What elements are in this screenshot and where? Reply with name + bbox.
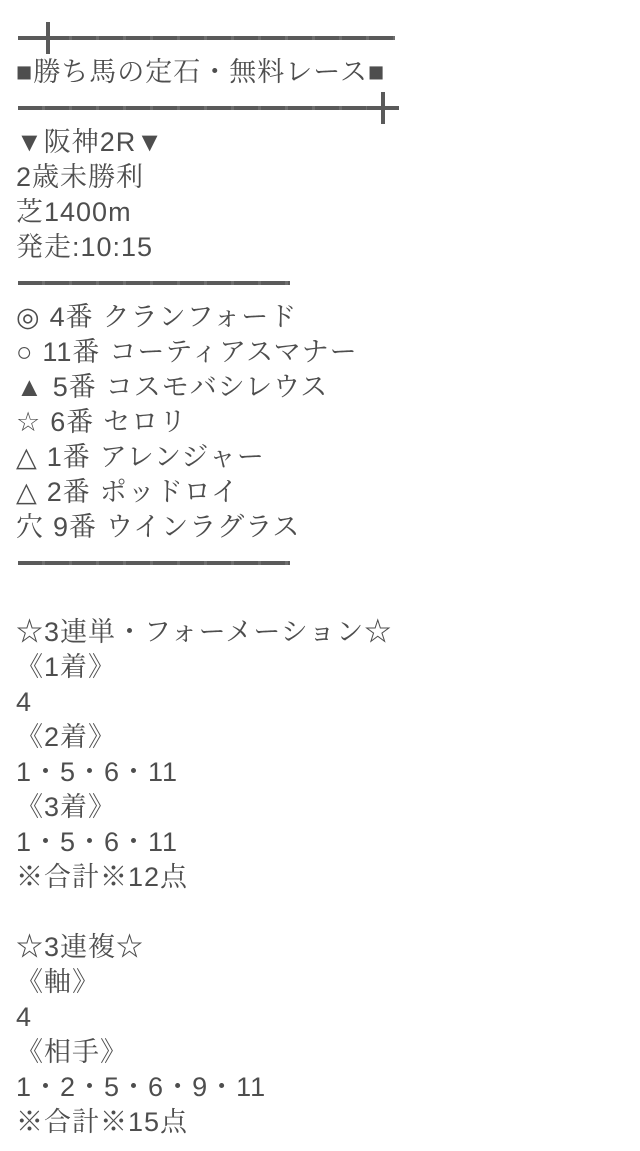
pick-horse-name: クランフォード — [102, 302, 298, 332]
divider-header-bottom — [16, 90, 640, 125]
trifecta-third-label: 《3着》 — [16, 792, 117, 822]
plus-ornament-icon — [367, 92, 399, 124]
pick-row — [16, 335, 640, 370]
trio-heading: ☆3連複☆ — [16, 932, 145, 962]
trio-partners-numbers: 1・2・5・6・9・11 — [16, 1072, 267, 1102]
divider-picks-top — [16, 265, 640, 300]
pick-number: 9番 — [53, 512, 98, 542]
pick-row — [16, 440, 640, 475]
race-name: ▼阪神2R▼ — [16, 127, 164, 157]
divider-line — [18, 106, 395, 110]
pick-number: 4番 — [49, 302, 94, 332]
trio-total: ※合計※15点 — [16, 1107, 189, 1137]
pick-horse-name: アレンジャー — [99, 442, 265, 472]
trifecta-first-label: 《1着》 — [16, 652, 117, 682]
pick-row — [16, 510, 640, 545]
pick-row — [16, 300, 640, 335]
pick-horse-name: セロリ — [103, 407, 188, 437]
pick-number: 11番 — [42, 337, 101, 367]
pick-horse-name: ポッドロイ — [99, 477, 239, 507]
race-conditions: 2歳未勝利 — [16, 162, 145, 192]
trifecta-second-numbers: 1・5・6・11 — [16, 757, 179, 787]
pick-number: 2番 — [46, 477, 91, 507]
pick-mark: ▲ — [16, 372, 44, 402]
pick-mark: ☆ — [16, 407, 42, 437]
divider-line — [18, 36, 395, 40]
pick-row — [16, 475, 640, 510]
pick-mark: 穴 — [16, 512, 44, 542]
plus-ornament-icon — [32, 22, 64, 54]
pick-horse-name: ウインラグラス — [106, 512, 301, 542]
pick-horse-name: コーティアスマナー — [109, 337, 358, 367]
divider-picks-bottom — [16, 545, 640, 580]
pick-number: 5番 — [52, 372, 97, 402]
trifecta-third-numbers: 1・5・6・11 — [16, 827, 179, 857]
pick-number: 1番 — [46, 442, 91, 472]
pick-row — [16, 370, 640, 405]
spacer — [16, 580, 640, 615]
pick-mark: ◎ — [16, 302, 41, 332]
trifecta-second-label: 《2着》 — [16, 722, 117, 752]
trifecta-total: ※合計※12点 — [16, 862, 189, 892]
divider-line — [18, 281, 290, 285]
trio-axis-number: 4 — [16, 1002, 33, 1032]
pick-mark: ○ — [16, 337, 34, 367]
trio-partners-label: 《相手》 — [16, 1037, 128, 1067]
divider-line — [18, 561, 290, 565]
spacer — [16, 895, 640, 930]
pick-horse-name: コスモバシレウス — [105, 372, 329, 402]
trio-axis-label: 《軸》 — [16, 967, 100, 997]
pick-number: 6番 — [50, 407, 95, 437]
pick-mark: △ — [16, 442, 38, 472]
trifecta-first-numbers: 4 — [16, 687, 33, 717]
race-course: 芝1400m — [16, 197, 132, 227]
divider-top — [16, 20, 640, 55]
pick-row — [16, 405, 640, 440]
trifecta-heading: ☆3連単・フォーメーション☆ — [16, 617, 393, 647]
race-start-time: 発走:10:15 — [16, 232, 154, 262]
newsletter-title: ■勝ち馬の定石・無料レース■ — [16, 57, 386, 87]
pick-mark: △ — [16, 477, 38, 507]
